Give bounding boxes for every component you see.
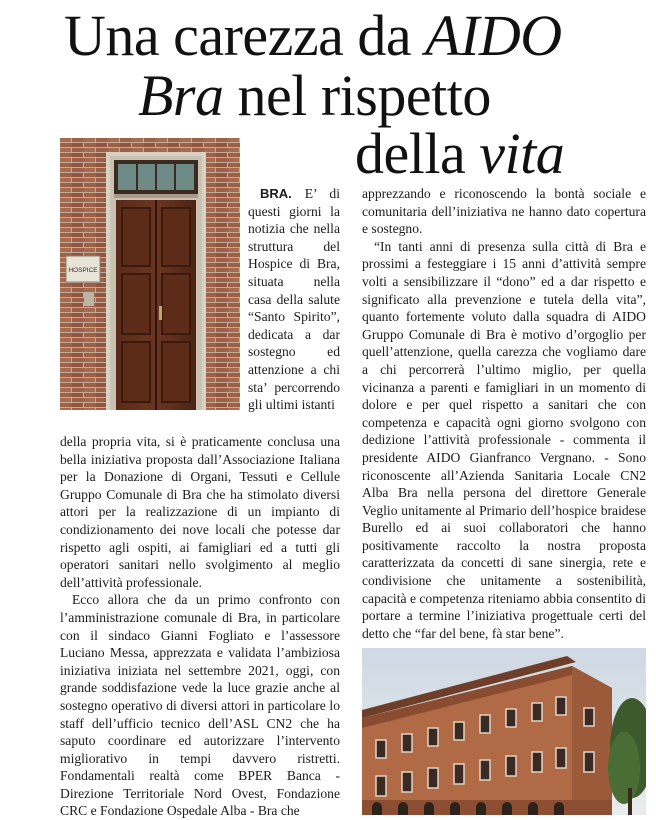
article-left-paragraph-1: della propria vita, si è praticamente conclusa una bella iniziativa proposta dall’Associazione Italiana per la Donazione di Organi, Tessuti e Cellule Gruppo Comunale di Bra che ha stimolato diversi attori per la realizzazione di un impianto di condizionamento dei nove locali che potesse dar rispetto agli ospiti, ai famigliari ed a tutti gli operatori sanitari nello svolgimento al meglio dell’attività professionale. bbox=[60, 434, 340, 590]
article-right-paragraph-1: apprezzando e riconoscendo la bontà sociale e comunitaria dell’iniziativa ne hanno dato copertura e sostegno. bbox=[362, 186, 646, 237]
headline-line-2: Bra nel rispetto bbox=[138, 63, 491, 128]
article-intro-narrow bbox=[248, 185, 340, 414]
article-right-paragraph-2: “In tanti anni di presenza sulla città di Bra e prossimi a festeggiare i 15 anni d’attività sempre volti a sensibilizzare il “dono” ed a dar rispetto e significato alla prevenzione e tutela della vita”, quanto fortemente voluto dalla squadra di AIDO Gruppo Comunale di Bra è motivo d’orgoglio per quell’attenzione, quella carezza che vogliamo dare a chi percorrerà l’ultimo miglio, per quella vicinanza a parenti e famigliari in un momento di dolore e per quel rispetto a sanitari che con competenza e capacità ogni giorno svolgono con dedizione l’attività professionale - commenta il presidente AIDO Gianfranco Vergnano. - Sono riconoscente all’Azienda Sanitaria Locale CN2 Alba Bra nella persona del direttore Generale Veglio unitamente al Primario dell’hospice braidese Burello ed ai suoi collaboratori che hanno positivamente raccolto la nostra proposta caratterizzata da concetti di sane sinergia, rete e condivisione che unitamente a sostenibilità, capacità e competenza riteniamo abbia consentito di portare a termine l’iniziativa progettuale certi del detto che “far del bene, fà star bene”. bbox=[362, 238, 646, 641]
hospice-sign-text: HOSPICE bbox=[68, 267, 98, 274]
article-left-paragraph-2: Ecco allora che da un primo confronto con l’amministrazione comunale di Bra, in particolare con il sindaco Gianni Fogliato e l’assessore Luciano Messa, apprezzata e validata l’ambiziosa iniziativa iniziata nel settembre 2021, oggi, con grande soddisfazione vede la luce grazie anche al sostegno operativo di diversi attori in particolare lo staff dell’ufficio tecnico dell’ASL CN2 che ha saputo coordinare ed autorizzare l’intervento migliorativo in tempi davvero ristretti. Fondamentali realtà come BPER Banca - Direzione Territoriale Nord Ovest, Fondazione CRC e Fondazione Ospedale Alba - Bra che bbox=[60, 592, 340, 819]
headline-line-1: Una carezza da AIDO bbox=[64, 3, 562, 68]
hospital-building-photo bbox=[362, 648, 646, 815]
article-right-column bbox=[362, 185, 646, 642]
headline-line-3: della vita bbox=[355, 121, 565, 186]
article-left-column bbox=[60, 433, 340, 820]
article-intro-text: E’ di questi giorni la notizia che nella struttura del Hospice di Bra, situata nella casa della salute “Santo Spirito”, dedicata a dar sostegno ed attenzione a chi sta’ percorrendo gli ultimi istanti bbox=[248, 186, 340, 413]
hospice-door-photo bbox=[60, 138, 240, 410]
article-lead: BRA. bbox=[260, 186, 292, 201]
